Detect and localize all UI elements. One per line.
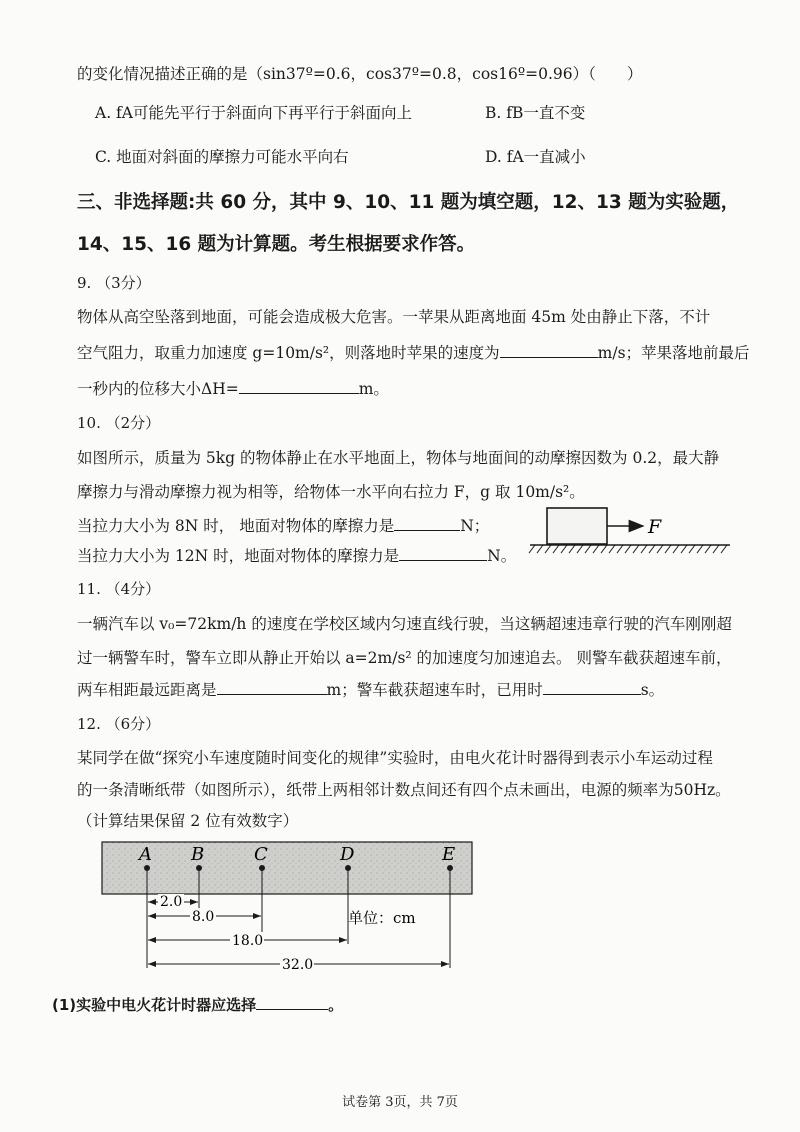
q9-text-line2-b: m/s；苹果落地前最后 — [597, 344, 750, 362]
q11-answer-blank-1[interactable] — [217, 680, 327, 695]
tape-point-label-e: E — [442, 844, 456, 865]
tape-point-label-b: B — [191, 844, 205, 865]
q10-text-line3-a: 当拉力大小为 8N 时， 地面对物体的摩擦力是 — [77, 517, 395, 535]
q10-text-line2: 摩擦力与滑动摩擦力视为相等，给物体一水平向右拉力 F，g 取 10m/s²。 — [77, 483, 585, 501]
q10-text-line3 — [77, 514, 489, 536]
q11-answer-blank-2[interactable] — [543, 680, 641, 695]
q12-number: 12. （6分） — [77, 715, 161, 733]
q9-text-line3-a: 一秒内的位移大小ΔH= — [77, 380, 239, 398]
q10-answer-blank-2[interactable] — [399, 546, 487, 561]
q9-text-line1: 物体从高空坠落到地面，可能会造成极大危害。一苹果从距离地面 45m 处由静止下落，不计 — [77, 308, 711, 326]
q11-text-line3-a: 两车相距最远距离是 — [77, 681, 217, 699]
distance-label-ab: 2.0 — [160, 894, 183, 910]
distance-label-ac: 8.0 — [192, 909, 215, 925]
distance-label-ae: 32.0 — [282, 957, 314, 973]
q11-text-line3 — [77, 678, 664, 700]
q11-number: 11. （4分） — [77, 580, 161, 598]
q12-sub1-end: 。 — [328, 996, 344, 1014]
option-c: C. 地面对斜面的摩擦力可能水平向右 — [95, 148, 349, 166]
q9-answer-blank-2[interactable] — [239, 379, 359, 394]
q12-text-line2: 的一条清晰纸带（如图所示），纸带上两相邻计数点间还有四个点未画出，电源的频率为50Hz。 — [77, 781, 731, 799]
distance-label-ad: 18.0 — [232, 933, 264, 949]
paper-tape-figure — [100, 836, 480, 976]
q10-text-line1: 如图所示，质量为 5kg 的物体静止在水平地面上，物体与地面间的动摩擦因数为 0.2，最大静 — [77, 449, 720, 467]
q9-text-line3-b: m。 — [358, 380, 389, 398]
q9-text-line3 — [77, 377, 389, 399]
q12-sub1-text: (1)实验中电火花计时器应选择 — [52, 996, 257, 1014]
block — [547, 508, 607, 544]
q9-text-line2-a: 空气阻力，取重力加速度 g=10m/s²，则落地时苹果的速度为 — [77, 344, 500, 362]
force-label: F — [648, 516, 662, 538]
paper-tape — [102, 842, 472, 894]
intro-line: 的变化情况描述正确的是（sin37º=0.6，cos37º=0.8，cos16º=0.96）（ ） — [77, 65, 643, 83]
q10-block-figure — [525, 500, 735, 562]
option-b: B. fB一直不变 — [485, 104, 586, 122]
q11-text-line2: 过一辆警车时，警车立即从静止开始以 a=2m/s² 的加速度匀加速追去。 则警车截获超速车前， — [77, 649, 732, 667]
unit-label: 单位：cm — [348, 909, 416, 927]
q12-answer-blank-1[interactable] — [256, 995, 328, 1010]
q9-number: 9. （3分） — [77, 274, 151, 292]
q11-text-line1: 一辆汽车以 v₀=72km/h 的速度在学校区域内匀速直线行驶，当这辆超速违章行驶的汽车刚刚超 — [77, 615, 732, 633]
q10-text-line4-a: 当拉力大小为 12N 时，地面对物体的摩擦力是 — [77, 547, 400, 565]
q12-text-line3: （计算结果保留 2 位有效数字） — [77, 812, 299, 830]
q9-answer-blank-1[interactable] — [500, 343, 598, 358]
q10-text-line4 — [77, 544, 516, 566]
q10-answer-blank-1[interactable] — [394, 516, 460, 531]
section-heading-line1: 三、非选择题:共 60 分，其中 9、10、11 题为填空题，12、13 题为实验题， — [77, 192, 740, 213]
page-footer: 试卷第 3页，共 7页 — [342, 1095, 458, 1110]
q12-subquestion-1 — [52, 994, 343, 1015]
q10-number: 10. （2分） — [77, 414, 161, 432]
q10-text-line4-b: N。 — [487, 547, 517, 565]
q10-text-line3-b: N； — [460, 517, 490, 535]
q12-text-line1: 某同学在做“探究小车速度随时间变化的规律”实验时，由电火花计时器得到表示小车运动过程 — [77, 749, 713, 767]
tape-point-label-a: A — [139, 844, 152, 865]
q9-text-line2 — [77, 341, 750, 363]
section-heading-line2: 14、15、16 题为计算题。考生根据要求作答。 — [77, 234, 476, 255]
option-a: A. fA可能先平行于斜面向下再平行于斜面向上 — [95, 104, 412, 122]
q11-text-line3-b: m；警车截获超速车时，已用时 — [326, 681, 543, 699]
q11-text-line3-c: s。 — [640, 681, 665, 699]
option-d: D. fA一直减小 — [485, 148, 586, 166]
tape-point-label-d: D — [340, 844, 355, 865]
tape-point-label-c: C — [254, 844, 268, 865]
ground-hatching — [529, 545, 727, 553]
